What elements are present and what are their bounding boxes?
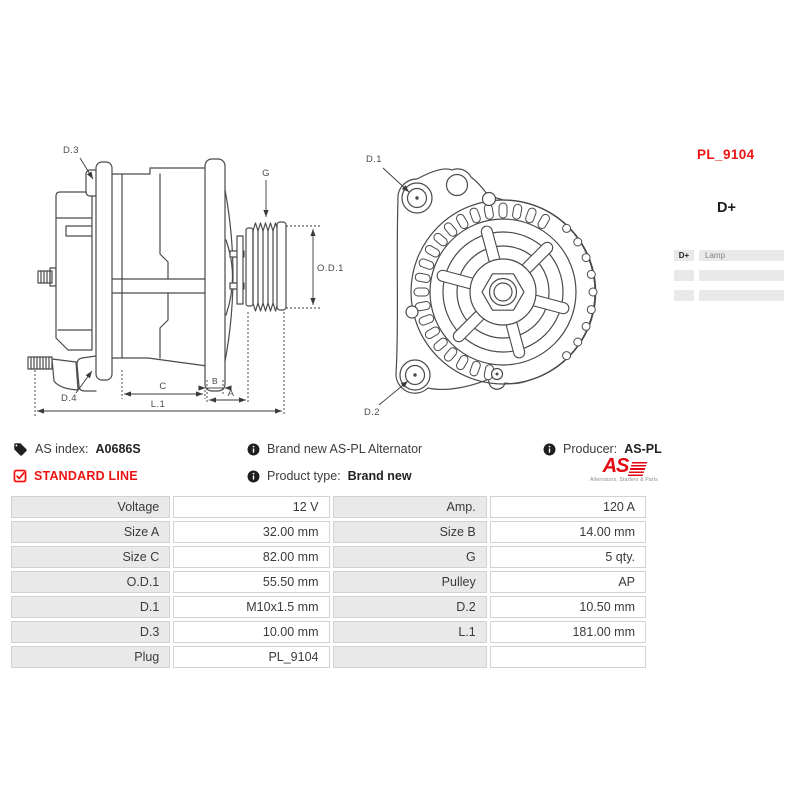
spec-value: 55.50 mm [173, 571, 329, 593]
dim-label-d2: D.2 [364, 407, 380, 418]
mounting-lug-bottom [77, 356, 96, 391]
front-view-labels [364, 154, 382, 418]
dim-label-l1: L.1 [150, 399, 166, 410]
pinout-function: Lamp [699, 250, 784, 261]
spec-row [11, 546, 646, 568]
pinout-row [674, 250, 784, 261]
pinout-pin [674, 270, 694, 281]
spec-value: AP [490, 571, 646, 593]
pinout-table [674, 250, 784, 310]
spec-value: PL_9104 [173, 646, 329, 668]
product-type-item [247, 468, 412, 484]
pinout-row [674, 290, 784, 301]
pinout-pin [674, 290, 694, 301]
rear-housing [56, 192, 92, 350]
spec-value: 32.00 mm [173, 521, 329, 543]
spec-row [11, 596, 646, 618]
spec-label: D.1 [11, 596, 170, 618]
spec-label: D.2 [333, 596, 487, 618]
spec-value: 181.00 mm [490, 621, 646, 643]
product-type-value: Brand new [347, 469, 412, 483]
product-type-label: Product type: [267, 469, 341, 483]
checkbox-checked-icon [13, 469, 27, 483]
info-icon [247, 443, 260, 456]
spec-value: 14.00 mm [490, 521, 646, 543]
info-icon [247, 470, 260, 483]
as-pl-logo-text: AS [602, 455, 629, 477]
pinout-pin: D+ [674, 250, 694, 261]
mounting-lug-top [86, 170, 96, 196]
spec-label: L.1 [333, 621, 487, 643]
pinout-row [674, 270, 784, 281]
spec-row [11, 621, 646, 643]
plug-code: PL_9104 [697, 147, 755, 162]
spec-label: Size C [11, 546, 170, 568]
tag-icon [13, 442, 28, 457]
pulley [246, 222, 286, 311]
dim-label-d4: D.4 [61, 393, 77, 404]
spec-value: 82.00 mm [173, 546, 329, 568]
spec-value: 10.50 mm [490, 596, 646, 618]
spec-label: Voltage [11, 496, 170, 518]
technical-drawings [0, 130, 660, 430]
bracket-bar [96, 162, 112, 380]
spec-value: M10x1.5 mm [173, 596, 329, 618]
alternator-side-view [28, 159, 286, 391]
spec-label: D.3 [11, 621, 170, 643]
as-pl-logo [588, 457, 660, 483]
as-index-label: AS index: [35, 442, 89, 456]
spec-label: Plug [11, 646, 170, 668]
standard-line-item [13, 468, 138, 484]
description-text: Brand new AS-PL Alternator [267, 442, 423, 456]
spec-label: O.D.1 [11, 571, 170, 593]
spec-value: 120 A [490, 496, 646, 518]
as-index-item [13, 441, 141, 457]
spec-label: Size B [333, 521, 487, 543]
dim-label-od1: O.D.1 [317, 263, 344, 274]
spec-row [11, 571, 646, 593]
dim-label-c: C [159, 381, 167, 392]
info-icon [543, 443, 556, 456]
dim-label-g: G [262, 168, 270, 179]
spec-label: Pulley [333, 571, 487, 593]
spec-label [333, 646, 487, 668]
spec-label: Amp. [333, 496, 487, 518]
dim-label-d1: D.1 [366, 154, 382, 165]
pinout-function [699, 270, 784, 281]
spec-label: Size A [11, 521, 170, 543]
terminal-code: D+ [717, 200, 736, 216]
spec-value: 5 qty. [490, 546, 646, 568]
spec-value [490, 646, 646, 668]
as-pl-logo-stripes-icon [628, 462, 648, 476]
spec-row [11, 521, 646, 543]
alternator-front-view [396, 169, 597, 393]
as-pl-logo-tagline: Alternators, Starters & Parts [589, 477, 659, 483]
standard-line-badge: STANDARD LINE [34, 469, 138, 483]
description-item [247, 441, 422, 457]
spec-label: G [333, 546, 487, 568]
as-index-value: A0686S [95, 442, 141, 456]
dim-label-a: A [227, 388, 235, 399]
producer-label: Producer: [563, 442, 618, 456]
spec-value: 10.00 mm [173, 621, 329, 643]
producer-value: AS-PL [624, 442, 662, 456]
spec-row [11, 646, 646, 668]
dim-label-b: B [211, 376, 219, 386]
front-bracket [205, 159, 225, 391]
spec-value: 12 V [173, 496, 329, 518]
spec-row [11, 496, 646, 518]
spec-table [8, 493, 649, 671]
shaft [237, 236, 243, 304]
dim-label-d3: D.3 [63, 145, 79, 156]
pinout-function [699, 290, 784, 301]
